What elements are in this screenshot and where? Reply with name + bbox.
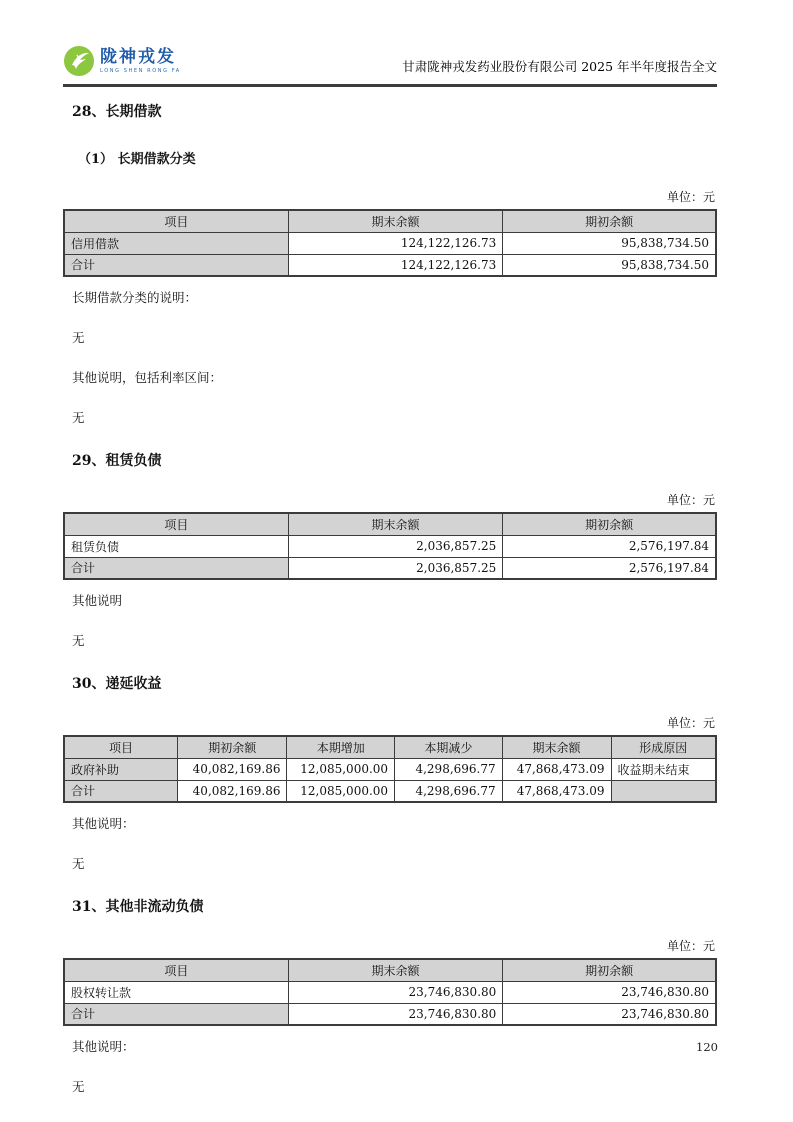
row-item-label: 租赁负债: [64, 535, 288, 557]
note-value: 无: [72, 633, 85, 648]
reason-value: 收益期未结束: [611, 758, 716, 780]
row-item-label: 信用借款: [64, 232, 288, 254]
row-item-label: 合计: [64, 780, 177, 802]
note-value: 无: [72, 856, 85, 871]
decrease-value: 4,298,696.77: [395, 780, 503, 802]
table-total-row: [64, 780, 716, 802]
deferred-income-table: [63, 735, 717, 803]
increase-value: 12,085,000.00: [287, 758, 395, 780]
note-label: 其他说明，包括利率区间：: [72, 370, 223, 385]
long-term-loans-table: [63, 209, 717, 277]
table-total-row: [64, 254, 716, 276]
table-total-row: [64, 1003, 716, 1025]
table-header-row: [64, 959, 716, 981]
note-label: 其他说明：: [72, 816, 135, 831]
row-item-label: 股权转让款: [64, 981, 288, 1003]
document-title: 甘肃陇神戎发药业股份有限公司 2025 年半年度报告全文: [402, 59, 717, 74]
column-header: 项目: [64, 210, 288, 232]
page-number: 120: [696, 1040, 718, 1054]
section-29-heading: 29、租赁负债: [72, 453, 162, 469]
table-header-row: [64, 736, 716, 758]
beginning-balance-value: 23,746,830.80: [503, 1003, 716, 1025]
row-item-label: 政府补助: [64, 758, 177, 780]
page-header: [63, 45, 717, 87]
column-header: 项目: [64, 513, 288, 535]
unit-label-29: 单位：元: [666, 493, 715, 507]
ending-balance-value: 23,746,830.80: [288, 1003, 503, 1025]
other-noncurrent-liabilities-table: [63, 958, 717, 1026]
section-31-heading: 31、其他非流动负债: [72, 899, 204, 915]
unit-label-31: 单位：元: [666, 939, 715, 953]
table-header-row: [64, 210, 716, 232]
table-total-row: [64, 557, 716, 579]
column-header: 期末余额: [288, 959, 503, 981]
ending-balance-value: 2,036,857.25: [288, 557, 503, 579]
column-header: 本期减少: [395, 736, 503, 758]
table-row: [64, 232, 716, 254]
logo-text: [100, 46, 181, 74]
table-row: [64, 981, 716, 1003]
beginning-balance-value: 2,576,197.84: [503, 535, 716, 557]
unit-label-30: 单位：元: [666, 716, 715, 730]
column-header: 项目: [64, 959, 288, 981]
row-item-label: 合计: [64, 1003, 288, 1025]
unit-label-28: 单位：元: [666, 190, 715, 204]
section-30-heading: 30、递延收益: [72, 676, 162, 692]
column-header: 期末余额: [502, 736, 611, 758]
logo-english-name: LONG SHEN RONG FA: [100, 67, 181, 74]
ending-balance-value: 47,868,473.09: [502, 780, 611, 802]
beginning-balance-value: 2,576,197.84: [503, 557, 716, 579]
increase-value: 12,085,000.00: [287, 780, 395, 802]
reason-value: [611, 780, 716, 802]
company-logo-icon: [63, 45, 95, 77]
ending-balance-value: 47,868,473.09: [502, 758, 611, 780]
note-label: 长期借款分类的说明：: [72, 290, 198, 305]
decrease-value: 4,298,696.77: [395, 758, 503, 780]
beginning-balance-value: 95,838,734.50: [503, 232, 716, 254]
note-value: 无: [72, 1079, 85, 1094]
section-28-subheading: （1） 长期借款分类: [78, 152, 196, 167]
note-value: 无: [72, 330, 85, 345]
row-item-label: 合计: [64, 557, 288, 579]
table-header-row: [64, 513, 716, 535]
column-header: 期初余额: [177, 736, 287, 758]
column-header: 期初余额: [503, 959, 716, 981]
ending-balance-value: 124,122,126.73: [288, 254, 503, 276]
beginning-balance-value: 23,746,830.80: [503, 981, 716, 1003]
column-header: 本期增加: [287, 736, 395, 758]
company-logo: [63, 45, 181, 77]
note-value: 无: [72, 410, 85, 425]
column-header: 期末余额: [288, 210, 503, 232]
column-header: 形成原因: [611, 736, 716, 758]
table-row: [64, 758, 716, 780]
column-header: 项目: [64, 736, 177, 758]
row-item-label: 合计: [64, 254, 288, 276]
column-header: 期初余额: [503, 513, 716, 535]
ending-balance-value: 124,122,126.73: [288, 232, 503, 254]
lease-liabilities-table: [63, 512, 717, 580]
column-header: 期末余额: [288, 513, 503, 535]
column-header: 期初余额: [503, 210, 716, 232]
logo-chinese-name: 陇神戎发: [100, 46, 176, 67]
note-label: 其他说明: [72, 593, 123, 608]
section-28-heading: 28、长期借款: [72, 104, 162, 120]
ending-balance-value: 23,746,830.80: [288, 981, 503, 1003]
ending-balance-value: 2,036,857.25: [288, 535, 503, 557]
beginning-balance-value: 95,838,734.50: [503, 254, 716, 276]
note-label: 其他说明：: [72, 1039, 135, 1054]
beginning-balance-value: 40,082,169.86: [177, 780, 287, 802]
table-row: [64, 535, 716, 557]
beginning-balance-value: 40,082,169.86: [177, 758, 287, 780]
